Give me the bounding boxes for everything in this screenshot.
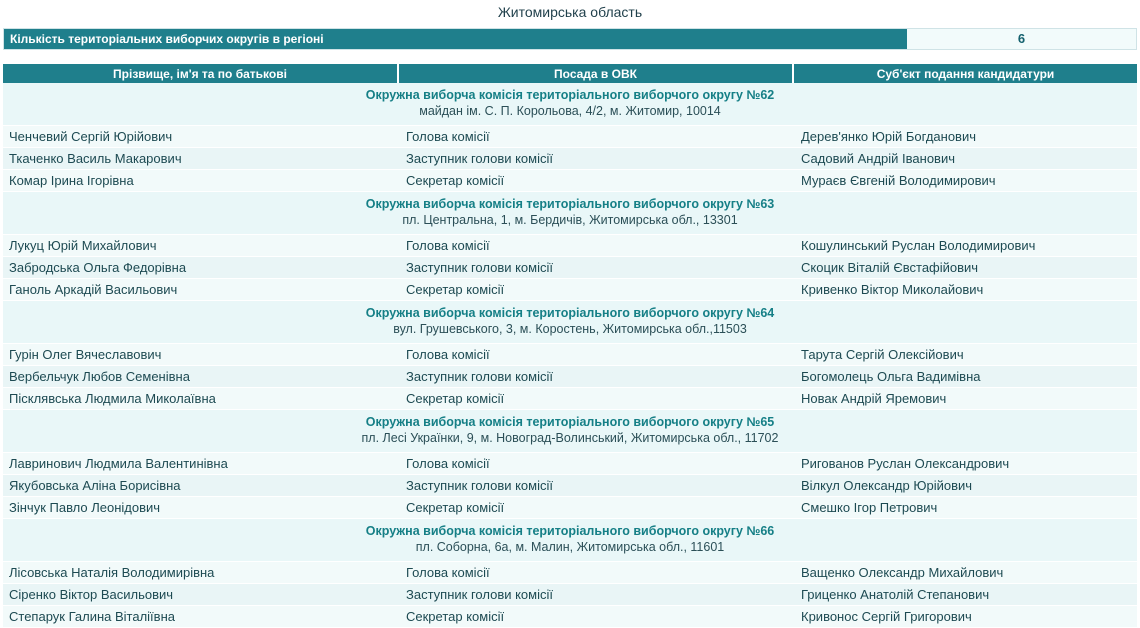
member-position: Заступник голови комісії	[398, 475, 793, 497]
table-row	[3, 257, 1137, 279]
district-header-cell	[3, 519, 1137, 562]
member-name: Гурін Олег Вячеславович	[3, 344, 398, 366]
district-header-row	[3, 301, 1137, 344]
member-position: Голова комісії	[398, 562, 793, 584]
member-name: Зінчук Павло Леонідович	[3, 497, 398, 519]
member-name: Лавринович Людмила Валентинівна	[3, 453, 398, 475]
member-position: Секретар комісії	[398, 497, 793, 519]
district-header-cell	[3, 301, 1137, 344]
district-count-label: Кількість територіальних виборчих округів в регіоні	[4, 29, 907, 49]
member-name: Вербельчук Любов Семенівна	[3, 366, 398, 388]
member-position: Секретар комісії	[398, 170, 793, 192]
member-position: Заступник голови комісії	[398, 584, 793, 606]
member-subject: Кривонос Сергій Григорович	[793, 606, 1137, 628]
page-title: Житомирська область	[497, 4, 643, 20]
table-row	[3, 497, 1137, 519]
table-header	[3, 64, 1137, 83]
member-subject: Скоцик Віталій Євстафійович	[793, 257, 1137, 279]
member-position: Голова комісії	[398, 344, 793, 366]
district-address: пл. Соборна, 6а, м. Малин, Житомирська обл., 11601	[415, 540, 725, 554]
table-body	[3, 83, 1137, 628]
district-address: пл. Центральна, 1, м. Бердичів, Житомирська обл., 13301	[402, 213, 738, 227]
member-subject: Ригованов Руслан Олександрович	[793, 453, 1137, 475]
member-subject: Гриценко Анатолій Степанович	[793, 584, 1137, 606]
member-name: Ганоль Аркадій Васильович	[3, 279, 398, 301]
table-row	[3, 170, 1137, 192]
member-name: Лукуц Юрій Михайлович	[3, 235, 398, 257]
member-name: Лісовська Наталія Володимирівна	[3, 562, 398, 584]
column-header-position: Посада в ОВК	[398, 64, 793, 83]
table-row	[3, 453, 1137, 475]
table-row	[3, 344, 1137, 366]
district-title: Окружна виборча комісія територіального виборчого округу №66	[365, 524, 775, 538]
member-subject: Ващенко Олександр Михайлович	[793, 562, 1137, 584]
member-subject: Дерев'янко Юрій Богданович	[793, 126, 1137, 148]
district-address: майдан ім. С. П. Корольова, 4/2, м. Житомир, 10014	[419, 104, 721, 118]
member-position: Секретар комісії	[398, 279, 793, 301]
member-subject: Богомолець Ольга Вадимівна	[793, 366, 1137, 388]
table-row	[3, 279, 1137, 301]
member-name: Забродська Ольга Федорівна	[3, 257, 398, 279]
district-header-row	[3, 410, 1137, 453]
district-address: пл. Лесі Українки, 9, м. Новоград-Волинський, Житомирська обл., 11702	[361, 431, 779, 445]
member-subject: Мураєв Євгеній Володимирович	[793, 170, 1137, 192]
member-subject: Садовий Андрій Іванович	[793, 148, 1137, 170]
district-address: вул. Грушевського, 3, м. Коростень, Житомирська обл.,11503	[393, 322, 747, 336]
district-title: Окружна виборча комісія територіального виборчого округу №64	[365, 306, 775, 320]
district-header-cell	[3, 410, 1137, 453]
member-name: Комар Ірина Ігорівна	[3, 170, 398, 192]
member-name: Якубовська Аліна Борисівна	[3, 475, 398, 497]
member-position: Голова комісії	[398, 126, 793, 148]
table-row	[3, 366, 1137, 388]
member-position: Секретар комісії	[398, 388, 793, 410]
district-count-value: 6	[907, 29, 1136, 49]
member-subject: Смешко Ігор Петрович	[793, 497, 1137, 519]
district-title: Окружна виборча комісія територіального виборчого округу №63	[365, 197, 775, 211]
table-row	[3, 388, 1137, 410]
member-position: Голова комісії	[398, 235, 793, 257]
member-position: Заступник голови комісії	[398, 257, 793, 279]
column-header-subject: Суб'єкт подання кандидатури	[793, 64, 1137, 83]
member-subject: Вілкул Олександр Юрійович	[793, 475, 1137, 497]
table-row	[3, 235, 1137, 257]
district-title: Окружна виборча комісія територіального виборчого округу №65	[365, 415, 775, 429]
member-position: Секретар комісії	[398, 606, 793, 628]
member-position: Заступник голови комісії	[398, 366, 793, 388]
district-header-row	[3, 192, 1137, 235]
table-row	[3, 562, 1137, 584]
district-header-row	[3, 83, 1137, 126]
table-row	[3, 584, 1137, 606]
table-row	[3, 606, 1137, 628]
district-header-row	[3, 519, 1137, 562]
district-header-cell	[3, 192, 1137, 235]
member-name: Ткаченко Василь Макарович	[3, 148, 398, 170]
member-position: Заступник голови комісії	[398, 148, 793, 170]
column-header-name: Прізвище, ім'я та по батькові	[3, 64, 398, 83]
member-subject: Кошулинський Руслан Володимирович	[793, 235, 1137, 257]
table-row	[3, 126, 1137, 148]
member-name: Ченчевий Сергій Юрійович	[3, 126, 398, 148]
table-row	[3, 148, 1137, 170]
member-subject: Кривенко Віктор Миколайович	[793, 279, 1137, 301]
district-title: Окружна виборча комісія територіального виборчого округу №62	[365, 88, 775, 102]
member-name: Пісклявська Людмила Миколаївна	[3, 388, 398, 410]
district-header-cell	[3, 83, 1137, 126]
member-subject: Тарута Сергій Олексійович	[793, 344, 1137, 366]
district-count-bar	[3, 28, 1137, 50]
member-subject: Новак Андрій Яремович	[793, 388, 1137, 410]
table-row	[3, 475, 1137, 497]
member-name: Сіренко Віктор Васильович	[3, 584, 398, 606]
table-header-row	[3, 64, 1137, 83]
member-position: Голова комісії	[398, 453, 793, 475]
commission-members-table	[3, 64, 1137, 628]
member-name: Степарук Галина Віталіївна	[3, 606, 398, 628]
